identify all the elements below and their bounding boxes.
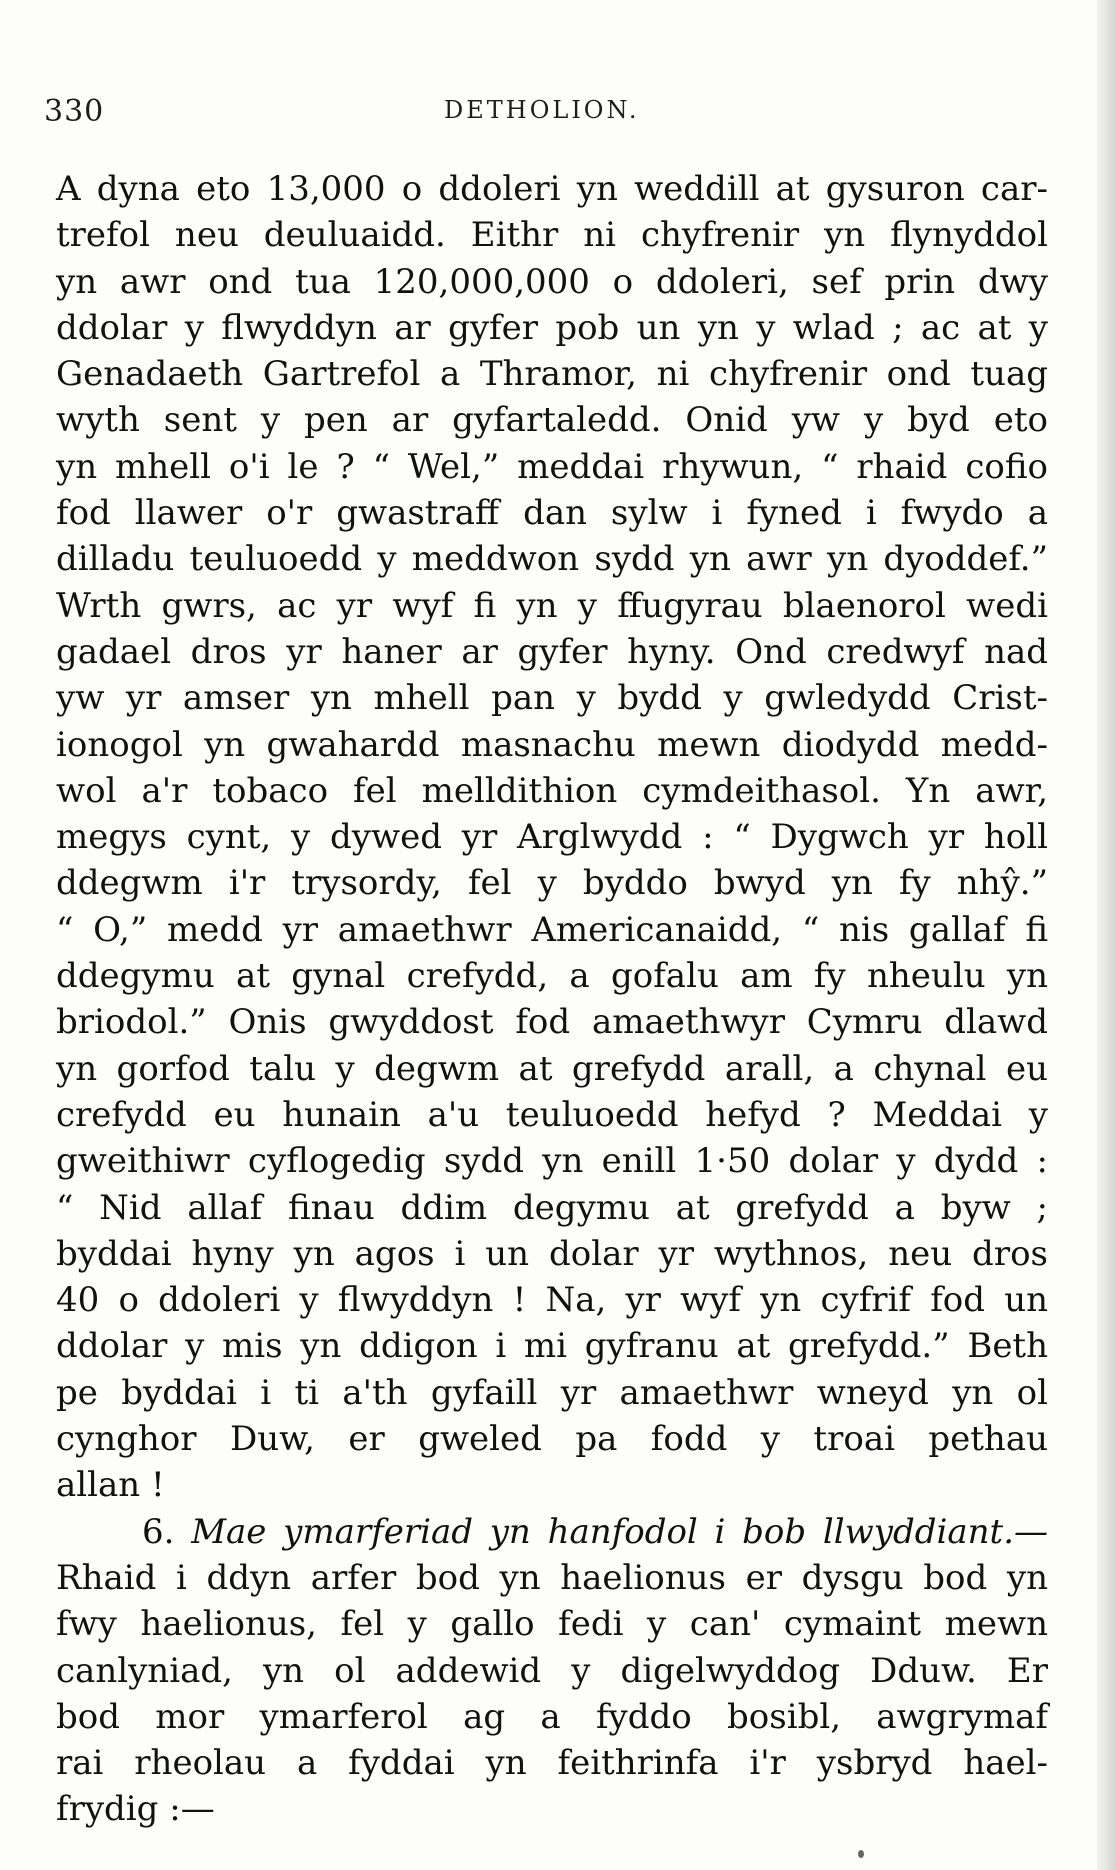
text-line: frydig :—	[56, 1789, 215, 1830]
text-line: wol a'r tobaco fel melldithion cymdeithasol. Yn awr,	[56, 770, 1048, 811]
text-line: Rhaid i ddyn arfer bod yn haelionus er dysgu bod yn	[56, 1557, 1048, 1598]
section-heading-line	[56, 1509, 1048, 1555]
text-line: briodol.” Onis gwyddost fod amaethwyr Cymru dlawd	[56, 1002, 1048, 1043]
running-head: DETHOLION.	[444, 96, 640, 124]
text-line: crefydd eu hunain a'u teuluoedd hefyd ? Meddai y	[56, 1094, 1048, 1135]
text-line: canlyniad, yn ol addewid y digelwyddog Dduw. Er	[56, 1650, 1048, 1691]
text-line: ddegwm i'r trysordy, fel y byddo bwyd yn fy nhŷ.”	[56, 863, 1048, 904]
page-edge-shadow	[1097, 0, 1115, 1870]
text-line: bod mor ymarferol ag a fyddo bosibl, awgrymaf	[56, 1696, 1048, 1737]
body-text	[56, 166, 1048, 1833]
text-line: ionogol yn gwahardd masnachu mewn diodydd medd-	[56, 724, 1048, 765]
text-line: fod llawer o'r gwastraff dan sylw i fyned i fwydo a	[56, 493, 1048, 534]
text-line: Genadaeth Gartrefol a Thramor, ni chyfrenir ond tuag	[56, 354, 1048, 395]
text-line: allan !	[56, 1465, 165, 1506]
text-line: Wrth gwrs, ac yr wyf fi yn y ffugyrau blaenorol wedi	[56, 585, 1048, 626]
text-line: dilladu teuluoedd y meddwon sydd yn awr yn dyoddef.”	[56, 539, 1048, 580]
section-heading: Mae ymarferiad yn hanfodol i bob llwyddiant.—	[191, 1511, 1048, 1552]
text-line: ddegymu at gynal crefydd, a gofalu am fy nheulu yn	[56, 956, 1048, 997]
text-line: yn awr ond tua 120,000,000 o ddoleri, sef prin dwy	[56, 261, 1048, 302]
text-line: gweithiwr cyflogedig sydd yn enill 1·50 dolar y dydd :	[56, 1141, 1048, 1182]
text-line: A dyna eto 13,000 o ddoleri yn weddill at gysuron car-	[56, 169, 1048, 209]
text-line: pe byddai i ti a'th gyfaill yr amaethwr wneyd yn ol	[56, 1372, 1048, 1413]
text-line: trefol neu deuluaidd. Eithr ni chyfrenir yn flynyddol	[56, 215, 1048, 256]
text-line: gadael dros yr haner ar gyfer hyny. Ond credwyf nad	[56, 631, 1048, 672]
text-line: “ Nid allaf finau ddim degymu at grefydd a byw ;	[56, 1187, 1048, 1228]
text-line: “ O,” medd yr amaethwr Americanaidd, “ nis gallaf fi	[56, 909, 1048, 950]
text-line: wyth sent y pen ar gyfartaledd. Onid yw y byd eto	[56, 400, 1048, 441]
text-line: rai rheolau a fyddai yn feithrinfa i'r ysbryd hael-	[56, 1743, 1048, 1784]
text-line: yw yr amser yn mhell pan y bydd y gwledydd Crist-	[56, 678, 1048, 719]
text-line: 40 o ddoleri y flwyddyn ! Na, yr wyf yn cyfrif fod un	[56, 1280, 1048, 1321]
text-line: fwy haelionus, fel y gallo fedi y can' cymaint mewn	[56, 1604, 1048, 1645]
page-number: 330	[44, 94, 105, 129]
page-header	[44, 90, 1044, 140]
text-line: megys cynt, y dywed yr Arglwydd : “ Dygwch yr holl	[56, 817, 1048, 858]
print-speck	[858, 1850, 864, 1858]
text-line: ddolar y flwyddyn ar gyfer pob un yn y wlad ; ac at y	[56, 307, 1048, 348]
text-line: ddolar y mis yn ddigon i mi gyfranu at grefydd.” Beth	[56, 1326, 1048, 1367]
text-line: yn mhell o'i le ? “ Wel,” meddai rhywun, “ rhaid cofio	[56, 446, 1048, 487]
text-line: byddai hyny yn agos i un dolar yr wythnos, neu dros	[56, 1233, 1048, 1274]
text-line: yn gorfod talu y degwm at grefydd arall, a chynal eu	[56, 1048, 1048, 1089]
text-line: cynghor Duw, er gweled pa fodd y troai pethau	[56, 1419, 1048, 1460]
section-number: 6.	[142, 1511, 175, 1552]
